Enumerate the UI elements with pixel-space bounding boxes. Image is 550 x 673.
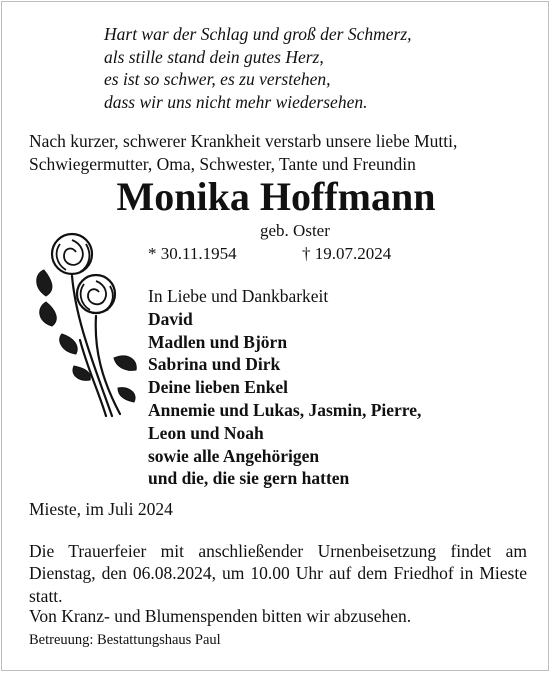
rose-illustration-icon	[32, 230, 144, 420]
obituary-notice	[1, 1, 549, 671]
birth-name: geb. Oster	[260, 221, 330, 240]
birth-date: * 30.11.1954	[148, 244, 237, 263]
mourner-line: Deine lieben Enkel	[148, 377, 289, 398]
poem-line: es ist so schwer, es zu verstehen,	[104, 69, 331, 89]
poem-line: als stille stand dein gutes Herz,	[104, 46, 324, 67]
mourner-line: Sabrina und Dirk	[148, 354, 281, 375]
mourner-line: Madlen und Björn	[148, 331, 288, 352]
undertaker-credit: Betreuung: Bestattungshaus Paul	[29, 632, 221, 648]
mourner-line: und die, die sie gern hatten	[148, 468, 350, 489]
mourner-line: sowie alle Angehörigen	[148, 445, 320, 466]
funeral-info: Die Trauerfeier mit anschließender Urnenbeisetzung findet am Dienstag, den 06.08.2024, um 10.00 Uhr auf dem Friedhof in Mieste statt.	[29, 541, 527, 606]
poem-line: Hart war der Schlag und groß der Schmerz,	[104, 24, 412, 44]
intro-text	[29, 130, 457, 175]
intro-line: Schwiegermutter, Oma, Schwester, Tante und Freundin	[29, 153, 416, 174]
death-date: † 19.07.2024	[302, 244, 392, 263]
poem	[104, 23, 412, 113]
mourners-intro: In Liebe und Dankbarkeit	[148, 286, 329, 306]
intro-line: Nach kurzer, schwerer Krankheit verstarb unsere liebe Mutti,	[29, 131, 458, 151]
place-date: Mieste, im Juli 2024	[29, 499, 173, 519]
mourners-list	[148, 285, 421, 490]
mourner-line: Leon und Noah	[148, 422, 264, 443]
deceased-name: Monika Hoffmann	[116, 174, 436, 219]
mourner-line: David	[148, 308, 193, 329]
mourner-line: Annemie und Lukas, Jasmin, Pierre,	[148, 399, 422, 420]
flowers-note: Von Kranz- und Blumenspenden bitten wir abzusehen.	[29, 606, 412, 626]
poem-line: dass wir uns nicht mehr wiedersehen.	[104, 91, 368, 112]
